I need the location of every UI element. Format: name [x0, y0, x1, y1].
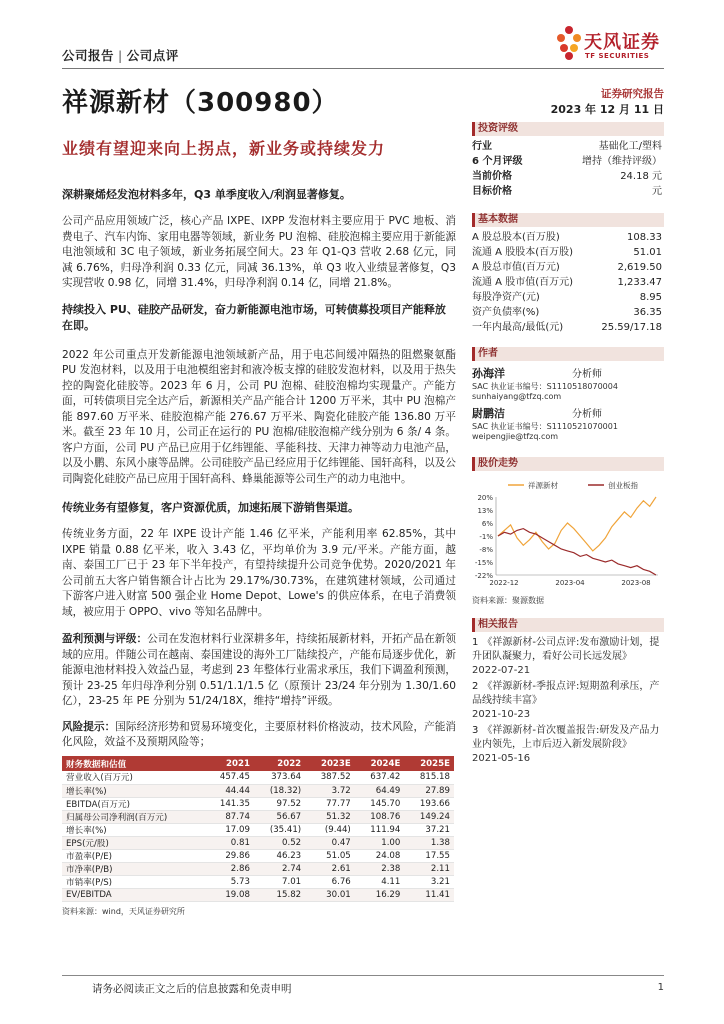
table-cell: 27.89 — [404, 784, 454, 797]
basic-data-key: 每股净资产(元) — [472, 292, 540, 303]
basic-section-title: 基本数据 — [472, 213, 664, 227]
author-section-title: 作者 — [472, 347, 664, 361]
legend-label: 创业板指 — [608, 481, 638, 490]
table-cell: 373.64 — [254, 771, 305, 784]
table-cell: 30.01 — [305, 888, 355, 901]
table-cell: 17.09 — [204, 823, 254, 836]
related-report-index: 3 — [472, 725, 479, 736]
table-cell: 44.44 — [204, 784, 254, 797]
table-cell: 145.70 — [355, 797, 405, 810]
trend-source: 资料来源：聚源数据 — [472, 596, 544, 605]
table-header: 财务数据和估值 — [62, 756, 204, 771]
table-cell: 46.23 — [254, 849, 305, 862]
paragraph-2: 2022 年公司重点开发新能源电池领域新产品，用于电芯间缓冲隔热的阻燃聚氨酯 PU 发泡材料，以及用于电池模组密封和液冷板支撑的硅胶发泡材料，以及用于热失控的陶瓷化硅胶等。2023 年 6 月，公司 PU 泡棉、硅胶泡棉均实现量产。产能方面，可转债项目完全达产后，新源相关产品产能合计 1200 万平米，其中 PU 泡棉产能 897.60 万平米、硅胶泡棉产能 276.67 万平米、陶瓷化硅胶产能 136.80 万平米。截至 23 年 10 月，公司正在运行的 PU 泡棉/硅胶泡棉产线分别为 6 条/ 4 条。客户方面，公司 PU 产品已应用于亿纬锂能、孚能科技、天津力神等动力电池产品，以及小鹏、东风小康等品牌。公司硅胶产品已经应用于亿纬锂能、国轩高科，以及公司陶瓷化硅胶产品已应用于国轩高科、蜂巢能源等公司生产的动力电池中。 — [62, 348, 456, 485]
table-cell: 15.82 — [254, 888, 305, 901]
section-lead-2: 持续投入 PU、硅胶产品研发，奋力新能源电池市场，可转债募投项目产能释放在即。 — [62, 302, 446, 332]
table-row — [62, 810, 454, 823]
table-cell: 0.47 — [305, 836, 355, 849]
x-tick-label: 2023-08 — [621, 579, 651, 587]
section-lead-1: 深耕聚烯烃发泡材料多年，Q3 单季度收入/利润显著修复。 — [62, 188, 351, 201]
series-line-1 — [498, 497, 656, 551]
page-number: 1 — [657, 982, 664, 993]
author-2-cert: SAC 执业证书编号：S1110521070001 — [472, 422, 618, 431]
rating-6m: 6 个月评级 增持（维持评级） — [472, 156, 662, 167]
report-category — [62, 46, 179, 64]
table-cell: 2.86 — [204, 862, 254, 875]
basic-data-key: 流通 A 股股本(百万股) — [472, 247, 574, 258]
author-2-role: 分析师 — [572, 409, 602, 420]
table-row-label: EBITDA(百万元) — [62, 797, 204, 810]
basic-data-row — [472, 290, 662, 305]
table-header: 2022 — [254, 756, 305, 771]
basic-data-key: 流通 A 股市值(百万元) — [472, 277, 574, 288]
table-cell: 5.73 — [204, 875, 254, 888]
table-cell: 4.11 — [355, 875, 405, 888]
basic-data-row — [472, 320, 662, 335]
table-row — [62, 823, 454, 836]
basic-data-key: 资产负债率(%) — [472, 307, 540, 318]
table-row-label: 增长率(%) — [62, 784, 204, 797]
table-row-label: EV/EBITDA — [62, 888, 204, 901]
table-cell: 97.52 — [254, 797, 305, 810]
table-row — [62, 771, 454, 784]
table-cell: 29.86 — [204, 849, 254, 862]
table-cell: 2.61 — [305, 862, 355, 875]
paragraph-3: 传统业务方面，22 年 IXPE 设计产能 1.46 亿平米，产能利用率 62.85%，其中 IXPE 销量 0.88 亿平米，收入 3.43 亿，平均单价为 3.9 元/平米。产能方面，越南、泰国工厂已于 23 年下半年投产，有望持续提升公司竞争优势。2020/2021 年公司前五大客户销售额合计占比为 29.17%/30.73%，在建筑建材领域，公司通过下游客户进入财富 500 强企业 Home Depot、Lowe's 的供应体系，在电子消费领域，被应用于 OPPO、vivo 等知名品牌中。 — [62, 528, 456, 618]
y-tick-label: -8% — [479, 546, 493, 554]
table-cell: 3.72 — [305, 784, 355, 797]
basic-data-value: 2,619.50 — [617, 262, 662, 273]
trend-section-title: 股价走势 — [472, 457, 664, 471]
table-cell: 17.55 — [404, 849, 454, 862]
financial-table — [62, 756, 454, 902]
table-row-label: 市盈率(P/E) — [62, 849, 204, 862]
rating-section-title: 投资评级 — [472, 122, 664, 136]
table-cell: 51.32 — [305, 810, 355, 823]
related-reports-list — [472, 636, 664, 766]
author-2-email[interactable]: weipengjie@tfzq.com — [472, 432, 559, 441]
financial-table-wrap — [62, 756, 454, 917]
related-report-title[interactable]: 《祥源新材-首次覆盖报告:研发及产品力业内领先，上市后迈入新发展阶段》 — [472, 725, 660, 750]
table-cell: 19.08 — [204, 888, 254, 901]
report-type: 证券研究报告 — [601, 88, 664, 100]
legend-label: 祥源新材 — [528, 481, 558, 490]
related-report-date: 2021-10-23 — [472, 709, 531, 720]
table-cell: 3.21 — [404, 875, 454, 888]
table-row — [62, 888, 454, 901]
table-header-row — [62, 756, 454, 771]
author-2-name: 尉鹏洁 — [472, 407, 505, 420]
report-date: 2023 年 12 月 11 日 — [550, 103, 664, 116]
basic-data-key: 一年内最高/最低(元) — [472, 322, 564, 333]
table-cell: 2.38 — [355, 862, 405, 875]
table-cell: 141.35 — [204, 797, 254, 810]
basic-data-row — [472, 245, 662, 260]
forecast-text: 公司在发泡材料行业深耕多年，持续拓展新材料，开拓产品在新领域的应用。伴随公司在越南、泰国建设的海外工厂陆续投产，产能布局逐步优化，新能源电池材料投入效益凸显，考虑到 23 年整体行业需求承压，我们下调盈利预测，预计 23-25 年归母净利分别 0.51/1.1/1.5 亿（原预计 23/24 年分别为 1.30/1.60 亿），23-25 年 PE 分别为 51/24/18X，维持“增持”评级。 — [62, 633, 456, 707]
section-lead-3: 传统业务有望修复，客户资源优质，加速拓展下游销售渠道。 — [62, 501, 359, 514]
table-cell: (9.44) — [305, 823, 355, 836]
table-cell: 77.77 — [305, 797, 355, 810]
basic-data-key: A 股总股本(百万股) — [472, 232, 560, 243]
footer-disclaimer: 请务必阅读正文之后的信息披露和免责申明 — [92, 983, 292, 995]
table-cell: 11.41 — [404, 888, 454, 901]
author-2 — [472, 405, 664, 441]
table-cell: 7.01 — [254, 875, 305, 888]
x-tick-label: 2022-12 — [489, 579, 519, 587]
table-cell: 111.94 — [355, 823, 405, 836]
table-row — [62, 836, 454, 849]
table-cell: 193.66 — [404, 797, 454, 810]
y-tick-label: -1% — [479, 533, 493, 541]
table-row-label: 市净率(P/B) — [62, 862, 204, 875]
table-row — [62, 797, 454, 810]
related-report-title[interactable]: 《祥源新材-季报点评:短期盈利承压，产品线持续丰富》 — [472, 681, 660, 706]
series-line-2 — [498, 529, 656, 575]
basic-data-value: 36.35 — [633, 307, 662, 318]
table-source: 资料来源：wind，天风证券研究所 — [62, 906, 185, 916]
related-report-date: 2022-07-21 — [472, 665, 531, 676]
table-row — [62, 784, 454, 797]
table-header: 2025E — [404, 756, 454, 771]
price-trend-chart — [472, 475, 664, 593]
related-report-title[interactable]: 《祥源新材-公司点评:发布激励计划，提升团队凝聚力，看好公司长远发展》 — [472, 637, 660, 662]
table-cell: 387.52 — [305, 771, 355, 784]
table-header: 2024E — [355, 756, 405, 771]
table-header: 2023E — [305, 756, 355, 771]
headline: 业绩有望迎来向上拐点，新业务或持续发力 — [62, 139, 386, 158]
y-tick-label: -15% — [474, 559, 493, 567]
table-cell: 64.49 — [355, 784, 405, 797]
y-tick-label: -22% — [474, 572, 493, 580]
table-cell: 815.18 — [404, 771, 454, 784]
logo-text-cn: 天风证券 — [584, 32, 660, 53]
risk-text: 国际经济形势和贸易环境变化，主要原材料价格波动，技术风险，产能消化风险，效益不及预期风险等； — [62, 720, 457, 748]
author-1-name: 孙海洋 — [472, 367, 505, 380]
basic-data-row — [472, 275, 662, 290]
category-separator: | — [118, 48, 123, 63]
table-cell: 2.11 — [404, 862, 454, 875]
table-cell: 37.21 — [404, 823, 454, 836]
author-1-cert: SAC 执业证书编号：S1110518070004 — [472, 382, 618, 391]
forecast-label: 盈利预测与评级： — [62, 633, 148, 645]
table-row-label: 增长率(%) — [62, 823, 204, 836]
basic-data-list — [472, 230, 664, 335]
related-report-date: 2021-05-16 — [472, 753, 531, 764]
related-report-index: 2 — [472, 681, 479, 692]
risk-label: 风险提示： — [62, 720, 116, 733]
subcategory-label: 公司点评 — [126, 48, 179, 63]
table-cell: 0.81 — [204, 836, 254, 849]
basic-data-value: 25.59/17.18 — [601, 322, 662, 333]
rating-price: 当前价格 24.18 元 — [472, 171, 662, 182]
basic-data-value: 108.33 — [627, 232, 662, 243]
table-cell: 637.42 — [355, 771, 405, 784]
basic-data-value: 51.01 — [633, 247, 662, 258]
x-tick-label: 2023-04 — [555, 579, 585, 587]
page-title: 祥源新材（300980） — [62, 88, 339, 118]
rating-target: 目标价格 元 — [472, 186, 662, 197]
author-1 — [472, 365, 664, 401]
table-header: 2021 — [204, 756, 254, 771]
table-cell: 1.00 — [355, 836, 405, 849]
author-1-email[interactable]: sunhaiyang@tfzq.com — [472, 392, 562, 401]
category-label: 公司报告 — [62, 48, 115, 63]
header-rule — [62, 68, 664, 69]
sidebar — [472, 122, 664, 768]
paragraph-1: 公司产品应用领域广泛，核心产品 IXPE、IXPP 发泡材料主要应用于 PVC 地板、消费电子、汽车内饰、家用电器等领域，新业务 PU 泡棉、硅胶泡棉主要应用于新能源电池领域和 3C 电子领域，新业务拓展空间大。23 年 Q1-Q3 营收 2.68 亿元，同减 6.76%，归母净利润 0.33 亿元，同减 36.13%，单 Q3 收入业绩显著修复，Q3 实现营收 0.98 亿，同增 31.4%，归母净利润 0.14 亿，同增 21.8%。 — [62, 215, 456, 289]
basic-data-value: 8.95 — [639, 292, 662, 303]
table-cell: 87.74 — [204, 810, 254, 823]
y-tick-label: 6% — [481, 520, 493, 528]
basic-data-row — [472, 260, 662, 275]
table-cell: 2.74 — [254, 862, 305, 875]
table-cell: 149.24 — [404, 810, 454, 823]
table-cell: 56.67 — [254, 810, 305, 823]
related-report-item[interactable] — [472, 636, 668, 678]
table-row-label: 归属母公司净利润(百万元) — [62, 810, 204, 823]
table-row — [62, 862, 454, 875]
related-report-item[interactable] — [472, 680, 668, 722]
basic-data-key: A 股总市值(百万元) — [472, 262, 560, 273]
author-1-role: 分析师 — [572, 369, 602, 380]
related-section-title: 相关报告 — [472, 618, 664, 632]
table-row-label: 营业收入(百万元) — [62, 771, 204, 784]
basic-data-row — [472, 305, 662, 320]
table-cell: (18.32) — [254, 784, 305, 797]
basic-data-value: 1,233.47 — [617, 277, 662, 288]
financial-table-body — [62, 771, 454, 901]
table-row — [62, 849, 454, 862]
y-tick-label: 13% — [477, 507, 493, 515]
table-row — [62, 875, 454, 888]
tf-logo-icon — [556, 24, 582, 62]
table-cell: 1.38 — [404, 836, 454, 849]
table-cell: 0.52 — [254, 836, 305, 849]
table-cell: 51.05 — [305, 849, 355, 862]
logo-text-en: TF SECURITIES — [585, 52, 650, 60]
body-column — [62, 186, 456, 751]
table-row-label: EPS(元/股) — [62, 836, 204, 849]
related-report-item[interactable] — [472, 724, 668, 766]
rating-industry: 行业 基础化工/塑料 — [472, 141, 662, 152]
paragraph-4 — [62, 632, 456, 710]
table-cell: 108.76 — [355, 810, 405, 823]
related-report-index: 1 — [472, 637, 479, 648]
paragraph-5 — [62, 720, 456, 751]
footer-rule — [62, 975, 664, 976]
table-cell: (35.41) — [254, 823, 305, 836]
table-cell: 6.76 — [305, 875, 355, 888]
table-row-label: 市销率(P/S) — [62, 875, 204, 888]
y-tick-label: 20% — [477, 494, 493, 502]
table-cell: 16.29 — [355, 888, 405, 901]
table-cell: 457.45 — [204, 771, 254, 784]
table-cell: 24.08 — [355, 849, 405, 862]
basic-data-row — [472, 230, 662, 245]
